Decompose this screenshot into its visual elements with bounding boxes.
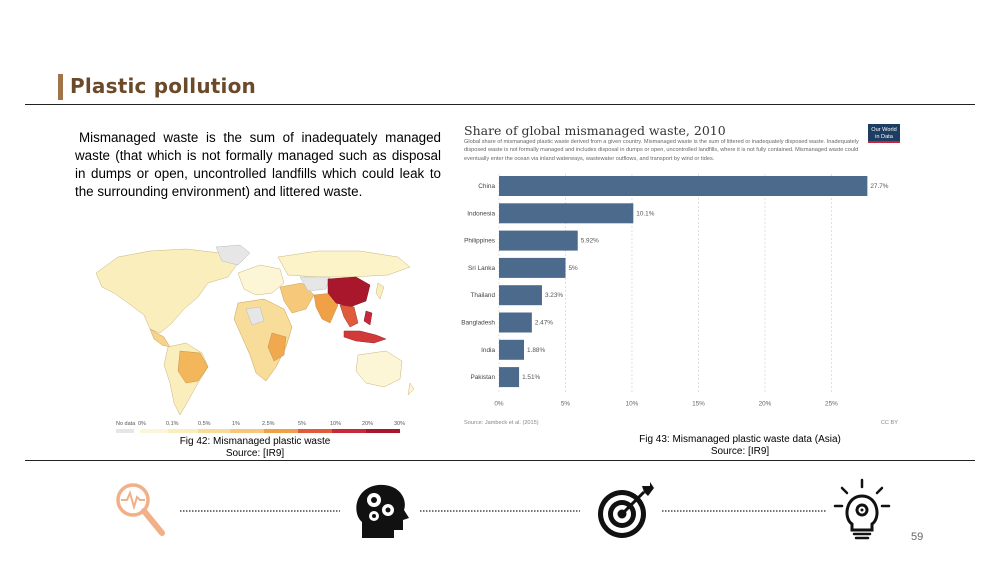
chart-value-label: 1.88% (527, 346, 546, 354)
chart-xtick-label: 10% (625, 400, 639, 408)
chart-subtitle: Global share of mismanaged plastic waste derived from a given country. Mismanaged waste is the sum of littered or inadequately disposed waste. Inadequately disposed waste is not formally managed and includes disposal in dumps or open, uncontrolled landfills, where it is not fully contained. Mismanaged waste could eventually enter the ocean via inland waterways, wastewater outflows, and transport by wind or tides. (464, 139, 859, 162)
chart-bar (499, 340, 524, 360)
target-arrow-icon (598, 482, 654, 538)
page-title: Plastic pollution (70, 74, 256, 98)
chart-value-label: 2.47% (534, 319, 553, 327)
lightbulb-gear-icon (835, 480, 889, 538)
owid-logo-line2: in Data (875, 134, 893, 140)
map-caption (150, 436, 360, 460)
legend-swatch-2 (198, 429, 230, 433)
map-philippines (364, 311, 372, 325)
legend-swatch-5 (298, 429, 332, 433)
legend-swatch-0 (140, 429, 168, 433)
chart-category-label: Indonesia (467, 210, 495, 218)
map-new-zealand (408, 383, 414, 395)
map-north-america (96, 249, 238, 333)
owid-logo-line1: Our World (871, 127, 897, 133)
legend-swatch-1 (168, 429, 198, 433)
legend-label: 2.5% (262, 421, 275, 427)
chart-value-label: 1.51% (522, 374, 541, 382)
legend-label: 1% (232, 421, 240, 427)
map-russia (278, 251, 410, 277)
page-number: 59 (911, 531, 924, 543)
chart-xtick-label: 5% (560, 400, 571, 408)
map-australia (356, 351, 402, 387)
map-legend (116, 418, 408, 434)
legend-swatch-nodata (116, 429, 134, 433)
chart-caption (620, 434, 860, 458)
owid-logo-underline (868, 141, 900, 143)
legend-label: 0.1% (166, 421, 179, 427)
title-accent-bar (58, 74, 63, 100)
chart-title: Share of global mismanaged waste, 2010 (464, 123, 726, 138)
chart-caption-title: Fig 43: Mismanaged plastic waste data (Asia) (639, 434, 841, 445)
map-caption-source: Source: [IR9] (225, 448, 285, 459)
chart-category-label: India (481, 346, 495, 354)
chart-xtick-label: 0% (494, 400, 504, 408)
chart-xtick-label: 15% (692, 400, 705, 408)
map-japan (376, 283, 384, 299)
chart-bar (499, 231, 578, 251)
chart-xtick-label: 25% (825, 400, 838, 408)
chart-bar (499, 176, 867, 196)
chart-license: CC BY (880, 420, 898, 426)
legend-label: 0.5% (198, 421, 211, 427)
magnifier-pulse-icon (118, 485, 162, 533)
map-indonesia (344, 331, 386, 343)
body-paragraph: Mismanaged waste is the sum of inadequately managed waste (that which is not formally managed such as disposal in dumps or open, uncontrolled landfills which could leak to the surrounding environment) and littered waste. (75, 130, 441, 199)
legend-label: 5% (298, 421, 306, 427)
chart-category-label: Sri Lanka (468, 264, 495, 272)
head-gears-icon (356, 485, 409, 538)
chart-caption-source: Source: [IR9] (710, 446, 770, 457)
chart-bar (499, 285, 542, 305)
legend-label: 20% (362, 421, 374, 427)
legend-label: No data (116, 421, 136, 427)
map-brazil (178, 351, 208, 383)
chart-bar (499, 258, 565, 278)
legend-swatch-7 (366, 429, 400, 433)
chart-xtick-label: 20% (758, 400, 772, 408)
chart-source: Source: Jambeck et al. (2015) (464, 420, 539, 426)
legend-swatch-4 (264, 429, 298, 433)
map-se-asia (340, 305, 358, 327)
legend-label: 10% (330, 421, 342, 427)
legend-label: 30% (394, 421, 406, 427)
chart-bar (499, 203, 633, 223)
map-caption-title: Fig 42: Mismanaged plastic waste (179, 436, 331, 447)
chart-value-label: 5.92% (580, 237, 599, 245)
chart-category-label: Thailand (470, 292, 495, 300)
chart-value-label: 10.1% (636, 210, 655, 218)
legend-label: 0% (138, 421, 146, 427)
bar-chart (458, 118, 904, 436)
top-divider (25, 104, 975, 105)
world-map (88, 243, 418, 423)
chart-value-label: 3.23% (544, 292, 564, 300)
chart-value-label: 27.7% (870, 183, 889, 190)
chart-category-label: Philippines (464, 237, 495, 245)
chart-category-label: China (478, 183, 495, 190)
chart-category-label: Bangladesh (461, 319, 495, 327)
bottom-divider (25, 460, 975, 461)
map-europe (238, 265, 284, 295)
icon-strip (0, 478, 1000, 548)
chart-bar (499, 313, 532, 333)
chart-category-label: Pakistan (470, 374, 495, 382)
chart-bar (499, 367, 519, 387)
legend-swatch-3 (230, 429, 264, 433)
chart-value-label: 5% (568, 264, 578, 272)
legend-swatch-6 (332, 429, 366, 433)
